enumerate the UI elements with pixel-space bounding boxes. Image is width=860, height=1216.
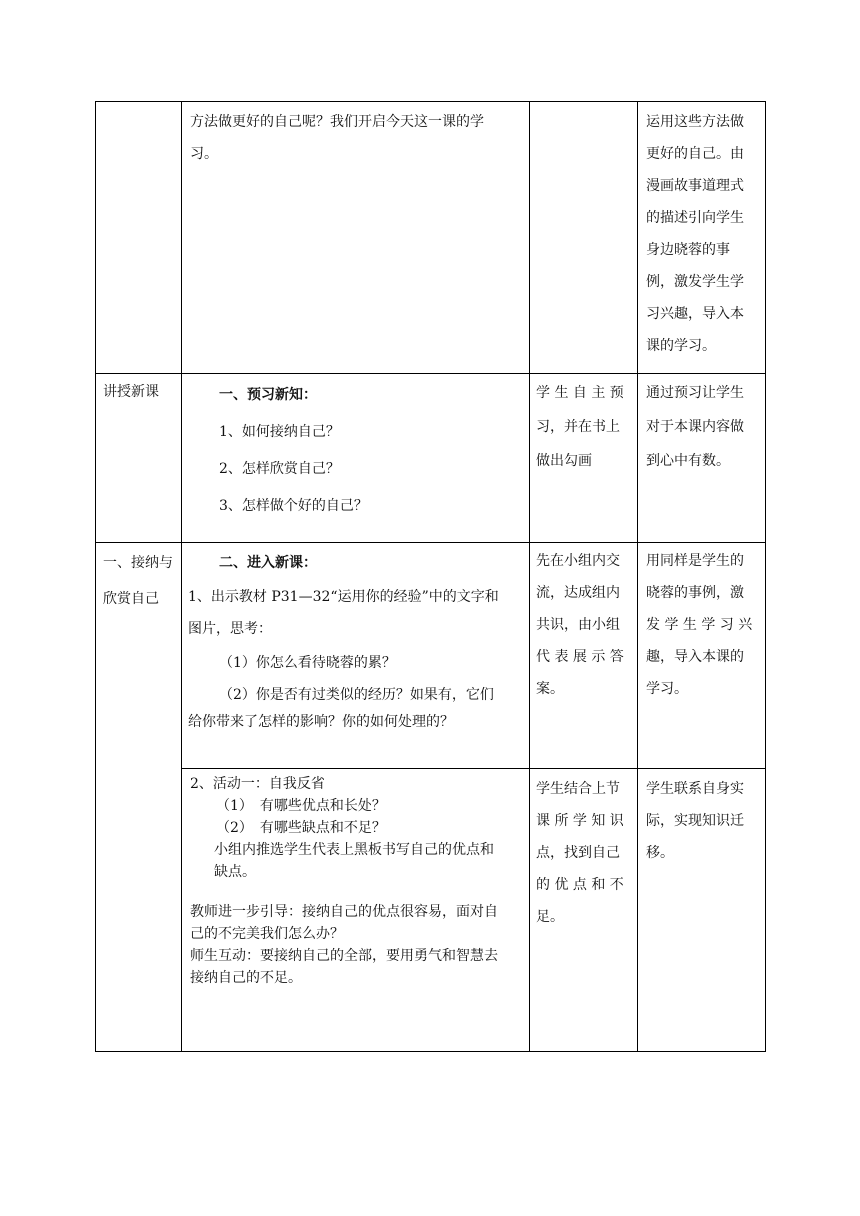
row4-student-line-1: 学生结合上节 bbox=[536, 781, 620, 797]
row3-question-2-line-1: （2）你是否有过类似的经历？如果有，它们 bbox=[219, 687, 494, 703]
row1-content-line-1: 方法做更好的自己呢？我们开启今天这一课的学 bbox=[190, 114, 484, 130]
row2-stage-cell bbox=[103, 376, 179, 408]
row1-design-line-1: 运用这些方法做 bbox=[646, 114, 744, 130]
row4-spacer bbox=[190, 883, 524, 901]
row2-design-line-1: 通过预习让学生 bbox=[646, 385, 744, 401]
row4-student-line-2: 课 所 学 知 识 bbox=[536, 813, 624, 829]
row1-design-line-5: 身边晓蓉的事 bbox=[646, 242, 730, 258]
row3-intro-line-2: 图片，思考： bbox=[188, 621, 272, 637]
row1-design-line-4: 的描述引向学生 bbox=[646, 210, 744, 226]
column-divider-2 bbox=[529, 101, 530, 1052]
row1-design-line-8: 课的学习。 bbox=[646, 338, 716, 354]
row2-item-2: 2、怎样欣赏自己？ bbox=[219, 461, 340, 477]
row4-interact-line-1: 师生互动：要接纳自己的全部，要用勇气和智慧去 bbox=[190, 948, 498, 964]
row4-interact-line-2: 接纳自己的不足。 bbox=[190, 970, 302, 986]
row2-student-line-2: 习，并在书上 bbox=[536, 419, 620, 435]
row3-design-line-3: 发 学 生 学 习 兴 bbox=[646, 617, 753, 633]
row2-design-line-2: 对于本课内容做 bbox=[646, 419, 744, 435]
row1-content-cell bbox=[190, 106, 522, 170]
row3-student-line-3: 共识，由小组 bbox=[536, 617, 620, 633]
row4-design-line-1: 学生联系自身实 bbox=[646, 781, 744, 797]
row4-group-line-2: 缺点。 bbox=[214, 864, 256, 880]
table-border-left bbox=[95, 101, 96, 1052]
row4-teacher-line-2: 己的不完美我们怎么办？ bbox=[190, 926, 344, 942]
row-divider-2 bbox=[95, 542, 766, 543]
row3-intro-line-1: 1、出示教材 P31—32“运用你的经验”中的文字和 bbox=[188, 589, 499, 605]
row3-design-cell bbox=[646, 545, 760, 705]
row3-stage-line-1: 一、接纳与 bbox=[103, 555, 173, 571]
row3-design-line-2: 晓蓉的事例，激 bbox=[646, 585, 744, 601]
row2-item-1: 1、如何接纳自己？ bbox=[219, 424, 340, 440]
row3-content-cell bbox=[188, 545, 524, 735]
row3-stage-cell bbox=[103, 545, 179, 617]
row4-design-line-2: 际，实现知识迁 bbox=[646, 813, 744, 829]
lesson-plan-table bbox=[95, 101, 766, 1052]
row3-question-2-line-2: 给你带来了怎样的影响？你的如何处理的？ bbox=[188, 714, 454, 730]
row3-stage-line-2: 欣赏自己 bbox=[103, 591, 159, 607]
row1-design-line-3: 漫画故事道理式 bbox=[646, 178, 744, 194]
row3-design-line-5: 学习。 bbox=[646, 681, 688, 697]
row4-student-line-4: 的 优 点 和 不 bbox=[536, 877, 624, 893]
row3-student-line-1: 先在小组内交 bbox=[536, 553, 620, 569]
row1-design-line-2: 更好的自己。由 bbox=[646, 146, 744, 162]
row2-student-cell bbox=[536, 376, 632, 478]
row4-sub-item-1: （1） 有哪些优点和长处？ bbox=[216, 798, 386, 814]
table-border-bottom bbox=[95, 1051, 766, 1052]
table-border-top bbox=[95, 101, 766, 102]
row3-student-cell bbox=[536, 545, 632, 705]
row2-student-line-1: 学 生 自 主 预 bbox=[536, 385, 624, 401]
row1-design-line-6: 例，激发学生学 bbox=[646, 274, 744, 290]
row3-design-line-1: 用同样是学生的 bbox=[646, 553, 744, 569]
row1-content-line-2: 习。 bbox=[190, 146, 218, 162]
row2-stage-label: 讲授新课 bbox=[103, 384, 159, 400]
row4-content-cell bbox=[190, 773, 524, 989]
row2-item-3: 3、怎样做个好的自己？ bbox=[219, 498, 368, 514]
row4-student-line-3: 点，找到自己 bbox=[536, 845, 620, 861]
row4-activity-title: 2、活动一：自我反省 bbox=[190, 776, 325, 792]
row4-group-line-1: 小组内推选学生代表上黑板书写自己的优点和 bbox=[214, 842, 494, 858]
row2-heading: 一、预习新知： bbox=[219, 387, 317, 403]
row3-student-line-2: 流，达成组内 bbox=[536, 585, 620, 601]
row3-design-line-4: 趣，导入本课的 bbox=[646, 649, 744, 665]
row2-student-line-3: 做出勾画 bbox=[536, 453, 592, 469]
row3-student-line-5: 案。 bbox=[536, 681, 564, 697]
row4-student-cell bbox=[536, 773, 632, 933]
row2-design-cell bbox=[646, 376, 760, 478]
row1-design-cell bbox=[646, 106, 760, 362]
row2-content-cell bbox=[219, 376, 519, 525]
row4-student-line-5: 足。 bbox=[536, 909, 564, 925]
row2-design-line-3: 到心中有数。 bbox=[646, 453, 730, 469]
row3-question-1: （1）你怎么看待晓蓉的累？ bbox=[219, 655, 396, 671]
row3-heading: 二、进入新课： bbox=[219, 555, 317, 571]
column-divider-3 bbox=[637, 101, 638, 1052]
row1-design-line-7: 习兴趣，导入本 bbox=[646, 306, 744, 322]
row4-teacher-line-1: 教师进一步引导：接纳自己的优点很容易，面对自 bbox=[190, 904, 498, 920]
row-divider-3 bbox=[181, 768, 766, 769]
row3-student-line-4: 代 表 展 示 答 bbox=[536, 649, 624, 665]
row4-sub-item-2: （2） 有哪些缺点和不足？ bbox=[216, 820, 386, 836]
row4-design-line-3: 移。 bbox=[646, 845, 674, 861]
row4-design-cell bbox=[646, 773, 760, 869]
column-divider-1 bbox=[181, 101, 182, 1052]
row-divider-1 bbox=[95, 373, 766, 374]
table-border-right bbox=[765, 101, 766, 1052]
